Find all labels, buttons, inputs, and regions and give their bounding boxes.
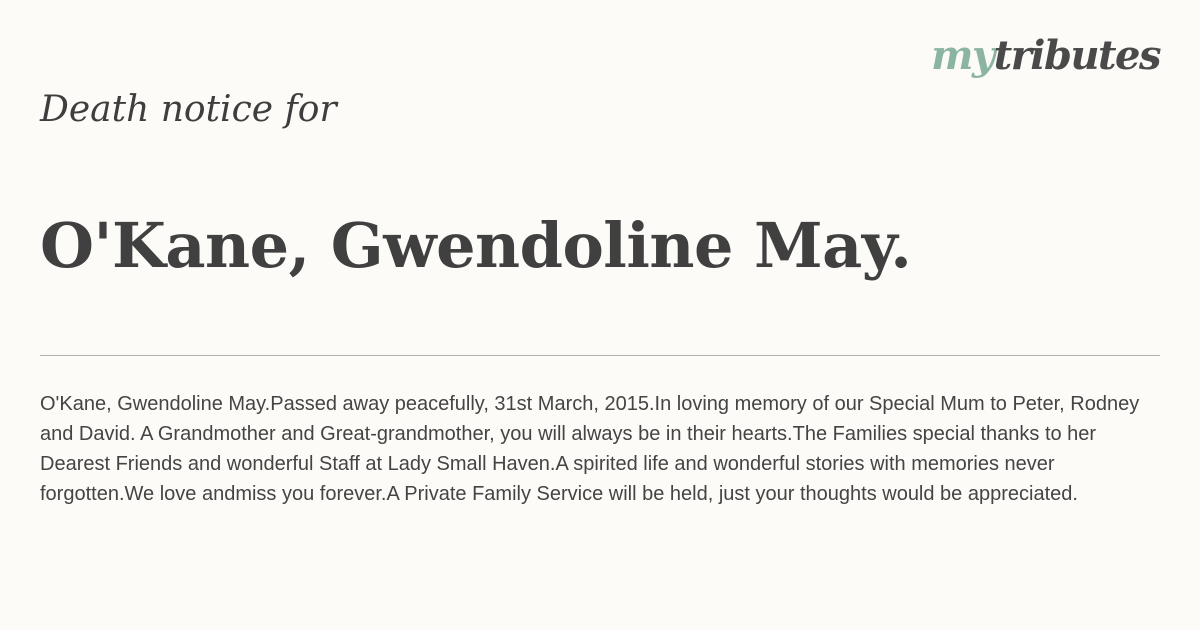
logo-my-text: my (931, 32, 994, 79)
mytributes-logo[interactable] (931, 32, 1160, 79)
logo-tributes-text: tributes (993, 32, 1160, 79)
divider (40, 355, 1160, 356)
deceased-name: O'Kane, Gwendoline May. (40, 209, 912, 282)
notice-body: O'Kane, Gwendoline May.Passed away peacefully, 31st March, 2015.In loving memory of our Special Mum to Peter, Rodney and David. A Grandmother and Great-grandmother, you will always be in their hearts.The Families special thanks to her Dearest Friends and wonderful Staff at Lady Small Haven.A spirited life and wonderful stories with memories never forgotten.We love andmiss you forever.A Private Family Service will be held, just your thoughts would be appreciated. (40, 393, 1140, 505)
notice-kicker: Death notice for (40, 89, 337, 130)
